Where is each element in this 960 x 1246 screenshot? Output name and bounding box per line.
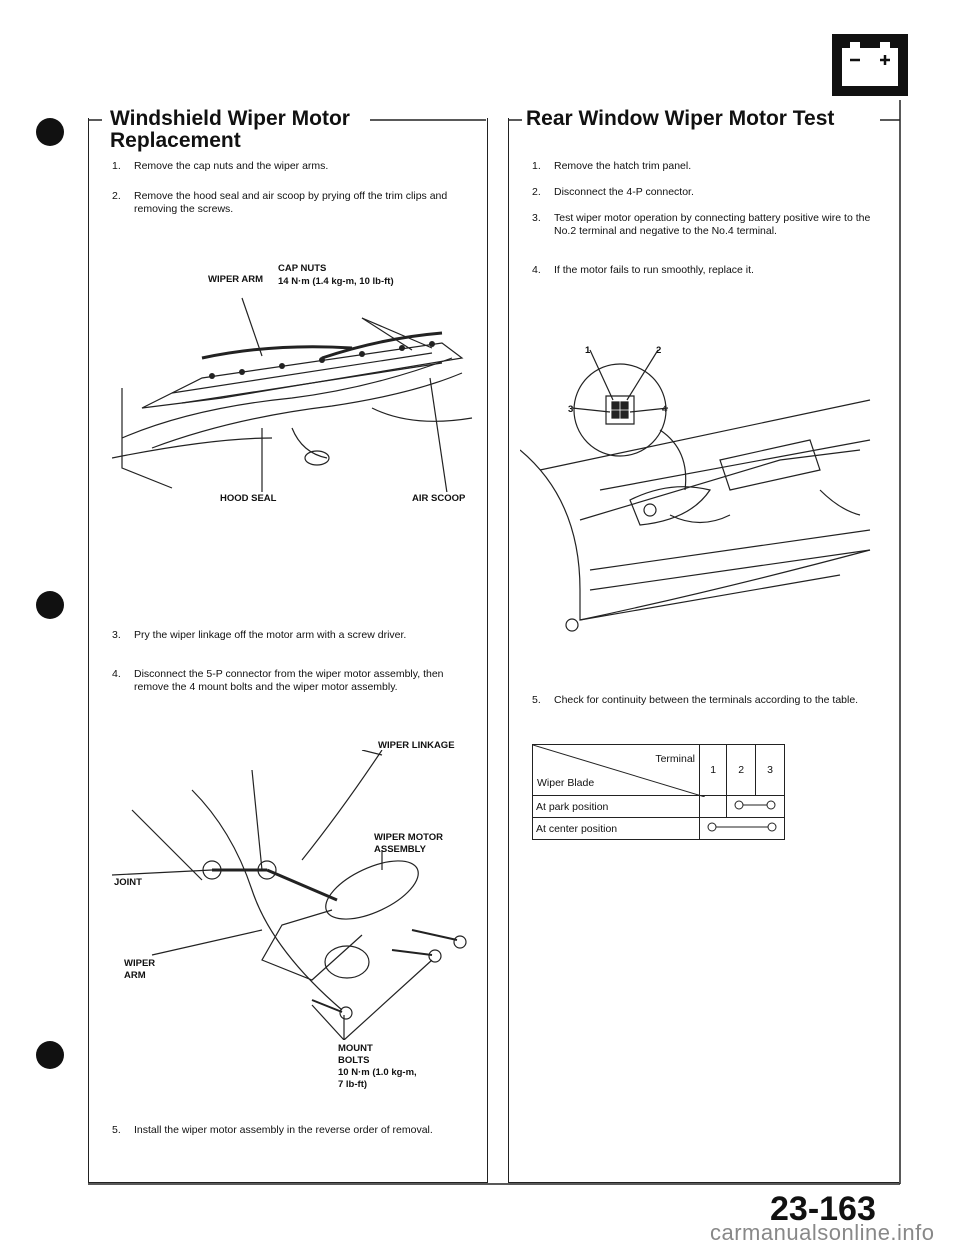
step-text: Pry the wiper linkage off the motor arm with a screw driver.	[134, 629, 407, 641]
label-wiper-arm-2: WIPER	[124, 958, 156, 969]
step-text: Remove the cap nuts and the wiper arms.	[134, 160, 329, 172]
label-cap-nuts-torque: 14 N·m (1.4 kg-m, 10 lb-ft)	[278, 276, 394, 287]
left-title	[106, 108, 354, 152]
label-air-scoop: AIR SCOOP	[412, 493, 466, 504]
row-label-center: At center position	[533, 818, 700, 840]
step-number: 1.	[532, 160, 541, 172]
right-title: Rear Window Wiper Motor Test	[522, 108, 838, 130]
header-wiper-blade: Wiper Blade	[537, 777, 595, 789]
step-number: 3.	[532, 212, 541, 224]
step-number: 5.	[532, 694, 541, 706]
label-wiper-motor-assembly: ASSEMBLY	[374, 844, 426, 855]
terminal-label-3: 3	[568, 404, 574, 415]
header-terminal: Terminal	[655, 753, 695, 765]
terminal-label-2: 2	[656, 345, 662, 356]
step-number: 4.	[532, 264, 541, 276]
tailgate-illustration	[520, 340, 890, 650]
step-number: 4.	[112, 668, 121, 680]
step-number: 3.	[112, 629, 121, 641]
label-mount-torque: 10 N·m (1.0 kg-m,	[338, 1067, 417, 1078]
step-number: 2.	[112, 190, 121, 202]
table-header-row	[533, 745, 785, 796]
step-text: Check for continuity between the terminals according to the table.	[554, 694, 859, 706]
step-text: Install the wiper motor assembly in the reverse order of removal.	[134, 1124, 433, 1136]
left-title-line1: Windshield Wiper Motor	[110, 107, 350, 130]
row-label-park: At park position	[533, 796, 700, 818]
step-number: 5.	[112, 1124, 121, 1136]
step-text: Remove the hatch trim panel.	[554, 160, 692, 172]
cell-continuity-2-3	[727, 796, 785, 818]
label-wiper-arm-2b: ARM	[124, 970, 146, 981]
continuity-table	[532, 744, 785, 840]
label-mount-torque-b: 7 lb-ft)	[338, 1079, 368, 1090]
label-wiper-linkage: WIPER LINKAGE	[378, 740, 455, 751]
step-text: Disconnect the 5-P connector from the wiper motor assembly, then remove the 4 mount bolts and the wiper motor assembly.	[134, 668, 444, 693]
step-text: Remove the hood seal and air scoop by prying off the trim clips and removing the screws.	[134, 190, 448, 215]
header-col-1: 1	[700, 745, 727, 796]
right-column-frame	[508, 118, 899, 1183]
watermark: carmanualsonline.info	[710, 1220, 935, 1245]
label-hood-seal: HOOD SEAL	[220, 493, 277, 504]
label-mount-bolts: MOUNT	[338, 1043, 373, 1054]
cell-continuity-1-3	[700, 818, 785, 840]
table-row	[533, 818, 785, 840]
continuity-mark-2-3	[727, 796, 783, 814]
step-number: 2.	[532, 186, 541, 198]
table-row	[533, 796, 785, 818]
label-joint: JOINT	[114, 877, 142, 888]
table-corner-cell	[533, 745, 700, 796]
wiper-motor-illustration	[112, 750, 482, 1040]
terminal-label-1: 1	[585, 345, 591, 356]
step-text: Disconnect the 4-P connector.	[554, 186, 694, 198]
left-title-line2: Replacement	[110, 129, 241, 152]
page-number: 23-163	[770, 1190, 876, 1228]
label-wiper-motor: WIPER MOTOR	[374, 832, 443, 843]
step-text: If the motor fails to run smoothly, replace it.	[554, 264, 754, 276]
label-wiper-arm: WIPER ARM	[208, 274, 264, 285]
header-col-2: 2	[727, 745, 756, 796]
step-number: 1.	[112, 160, 121, 172]
step-text: Test wiper motor operation by connecting battery positive wire to the No.2 terminal and negative to the No.4 terminal.	[554, 212, 871, 237]
header-col-3: 3	[756, 745, 785, 796]
cell-1	[700, 796, 727, 818]
terminal-label-4: 4	[662, 404, 668, 415]
label-mount-bolts-b: BOLTS	[338, 1055, 370, 1066]
continuity-mark-1-3	[700, 818, 784, 836]
label-cap-nuts: CAP NUTS	[278, 263, 327, 274]
cowl-illustration	[112, 288, 482, 492]
